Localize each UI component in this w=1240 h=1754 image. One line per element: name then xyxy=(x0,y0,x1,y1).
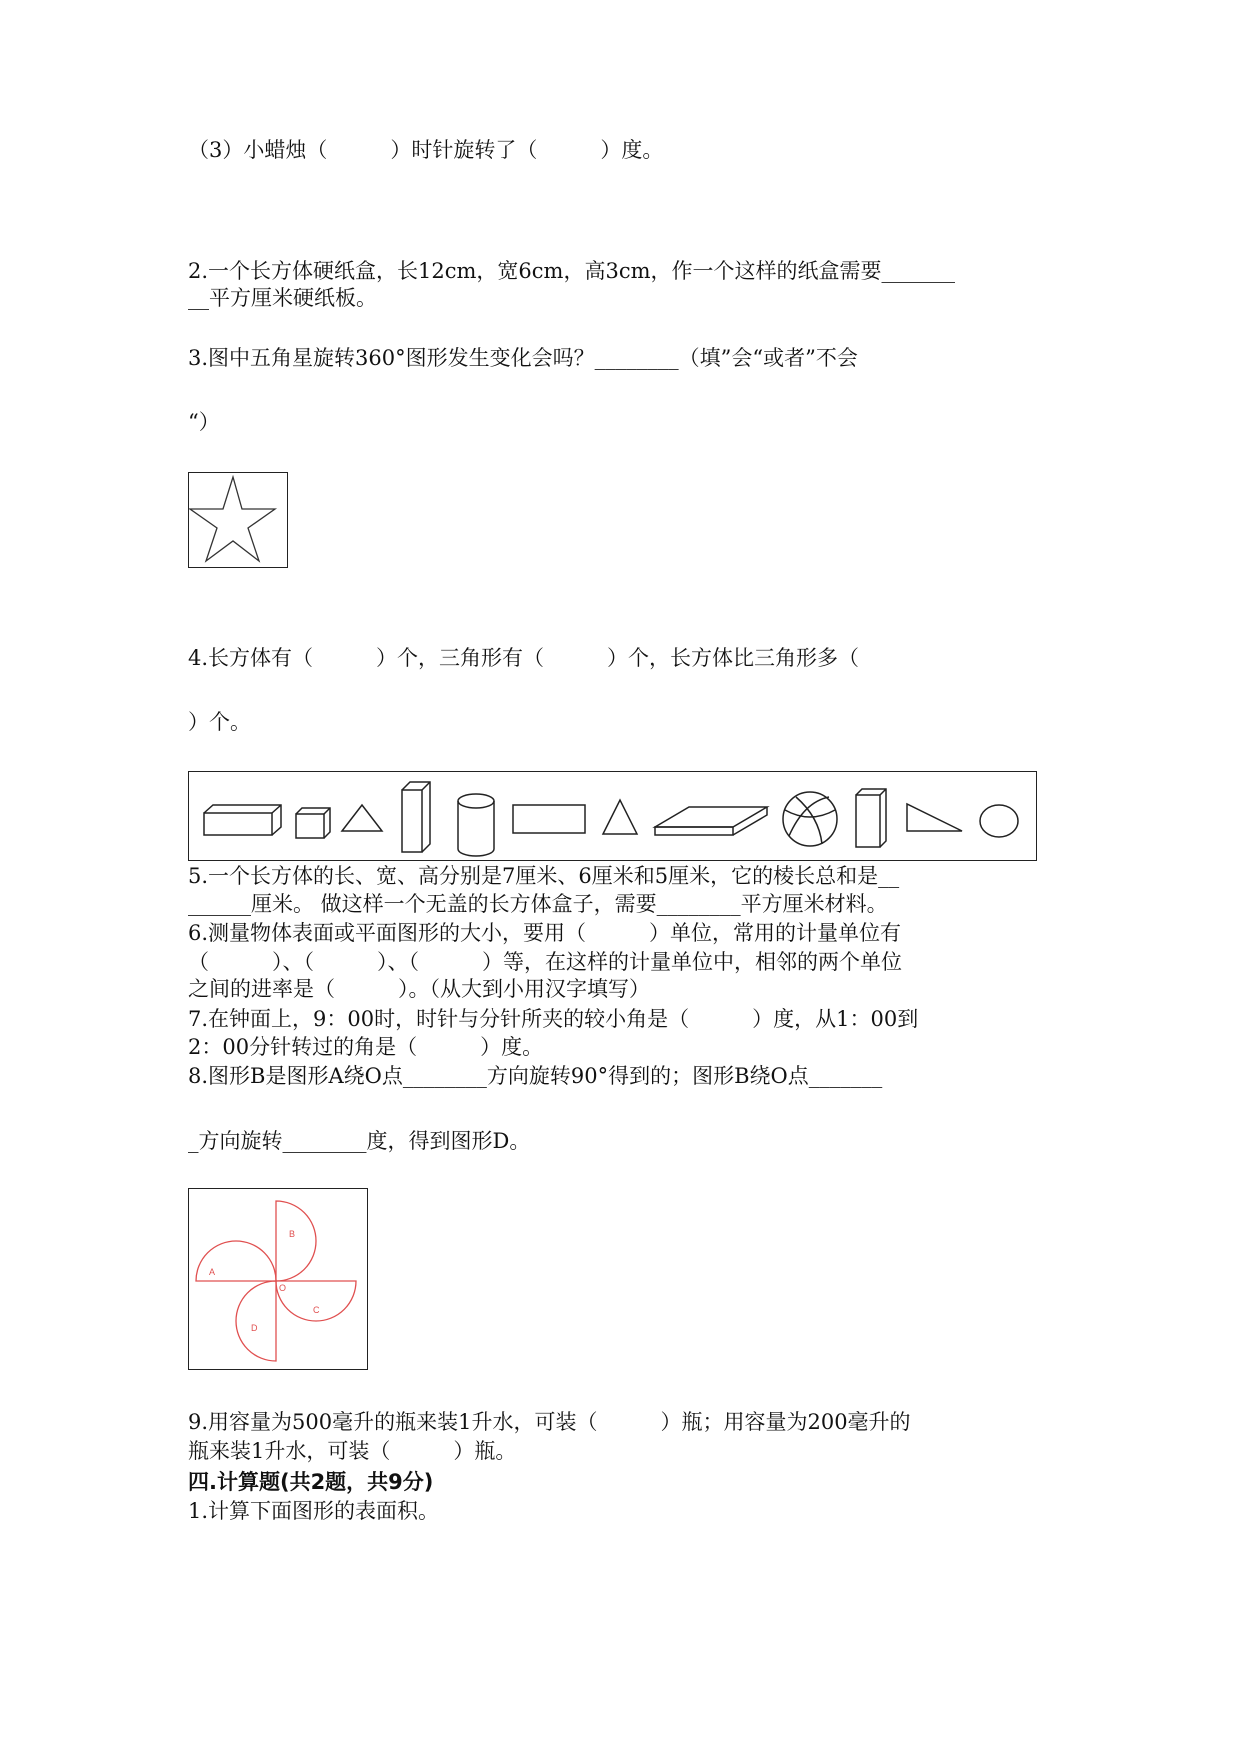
question-5-line-2: ______厘米。 做这样一个无盖的长方体盒子，需要________平方厘米材料。 xyxy=(188,892,888,916)
ellipse-icon xyxy=(980,805,1018,837)
question-2-line-2: __平方厘米硬纸板。 xyxy=(188,286,377,310)
tall-cuboid-icon xyxy=(402,782,430,852)
question-4-line-2: ）个。 xyxy=(188,710,251,734)
section-4-question-1: 1.计算下面图形的表面积。 xyxy=(188,1499,440,1523)
label-d: D xyxy=(251,1323,258,1333)
basketball-icon xyxy=(783,792,837,846)
triangle-icon xyxy=(342,805,382,831)
question-6-line-3: 之间的进率是（ ）。（从大到小用汉字填写） xyxy=(188,977,650,1001)
semicircle-c xyxy=(276,1281,356,1321)
semicircle-a xyxy=(196,1241,276,1281)
question-5-line-1: 5.一个长方体的长、宽、高分别是7厘米、6厘米和5厘米，它的棱长总和是__ xyxy=(188,864,900,888)
cuboid-long-icon xyxy=(204,805,281,835)
question-1-part-3: （3）小蜡烛（ ）时针旋转了（ ）度。 xyxy=(188,138,664,162)
semicircle-b xyxy=(276,1201,316,1281)
right-triangle-icon xyxy=(907,804,962,831)
label-o: O xyxy=(279,1283,287,1293)
question-3-line-2: “） xyxy=(188,410,220,434)
question-7-line-2: 2：00分针转过的角是（ ）度。 xyxy=(188,1035,544,1059)
cube-icon xyxy=(296,808,330,838)
label-a: A xyxy=(209,1267,216,1277)
triangle-icon-2 xyxy=(603,800,637,834)
rotation-figure xyxy=(188,1188,368,1370)
question-8-line-2: _方向旋转________度，得到图形D。 xyxy=(188,1129,531,1153)
question-3-line-1: 3.图中五角星旋转360°图形发生变化会吗？________（填”会“或者”不会 xyxy=(188,346,858,370)
question-8-line-1: 8.图形B是图形A绕O点________方向旋转90°得到的；图形B绕O点_______ xyxy=(188,1064,883,1088)
rectangle-icon xyxy=(513,805,585,833)
question-7-line-1: 7.在钟面上，9：00时，时针与分针所夹的较小角是（ ）度，从1：00到 xyxy=(188,1007,919,1031)
section-4-title: 四.计算题(共2题，共9分) xyxy=(188,1470,434,1494)
question-6-line-1: 6.测量物体表面或平面图形的大小，要用（ ）单位，常用的计量单位有 xyxy=(188,921,902,945)
star-icon xyxy=(190,477,275,561)
cylinder-icon xyxy=(458,794,494,856)
label-c: C xyxy=(313,1305,320,1315)
flat-cuboid-icon xyxy=(655,807,767,835)
semicircle-d xyxy=(236,1281,276,1361)
shapes-figure xyxy=(188,771,1037,861)
question-4-line-1: 4.长方体有（ ）个，三角形有（ ）个，长方体比三角形多（ xyxy=(188,646,860,670)
question-6-line-2: （ ）、（ ）、（ ）等，在这样的计量单位中，相邻的两个单位 xyxy=(188,950,902,974)
cuboid-icon xyxy=(856,789,886,847)
star-figure xyxy=(188,472,288,568)
label-b: B xyxy=(289,1229,296,1239)
question-2-line-1: 2.一个长方体硬纸盒，长12cm，宽6cm，高3cm，作一个这样的纸盒需要_______ xyxy=(188,259,956,283)
question-9-line-1: 9.用容量为500毫升的瓶来装1升水，可装（ ）瓶；用容量为200毫升的 xyxy=(188,1410,911,1434)
question-9-line-2: 瓶来装1升水，可装（ ）瓶。 xyxy=(188,1439,517,1463)
